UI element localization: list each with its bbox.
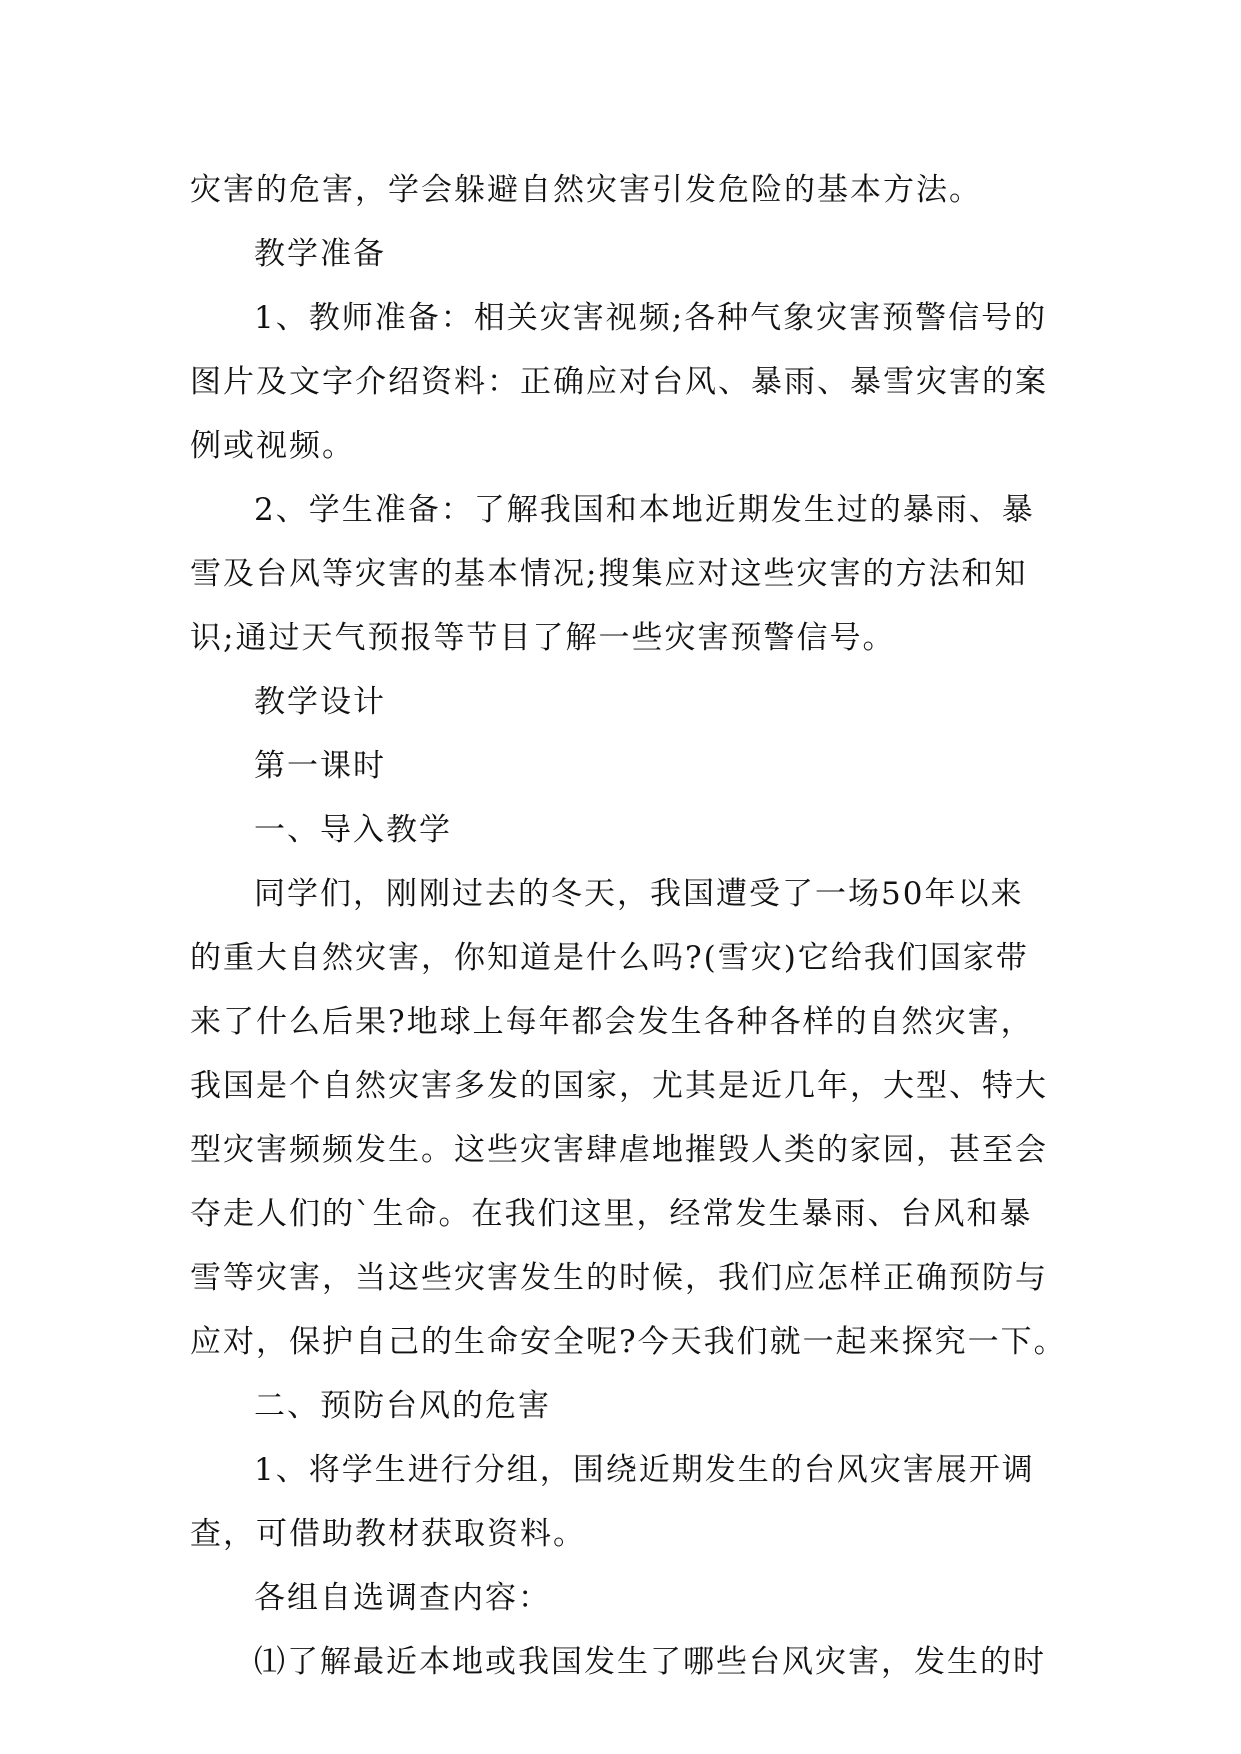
text-line: 的重大自然灾害，你知道是什么吗?(雪灾)它给我们国家带 <box>190 940 1029 976</box>
text-line: 查，可借助教材获取资料。 <box>190 1516 586 1552</box>
text-line: 雪及台风等灾害的基本情况;搜集应对这些灾害的方法和知 <box>190 556 1028 592</box>
section-heading: 第一课时 <box>254 748 386 784</box>
text-line: 图片及文字介绍资料：正确应对台风、暴雨、暴雪灾害的案 <box>190 364 1048 400</box>
text-line: 灾害的危害，学会躲避自然灾害引发危险的基本方法。 <box>190 172 982 208</box>
text-line: 识;通过天气预报等节目了解一些灾害预警信号。 <box>190 620 896 656</box>
text-line: 应对，保护自己的生命安全呢?今天我们就一起来探究一下。 <box>190 1324 1067 1360</box>
text-line: 来了什么后果?地球上每年都会发生各种各样的自然灾害， <box>190 1004 1034 1040</box>
text-line: 同学们，刚刚过去的冬天，我国遭受了一场50年以来 <box>254 876 1024 912</box>
section-heading: 教学设计 <box>254 684 386 720</box>
section-heading: 二、预防台风的危害 <box>254 1388 551 1424</box>
document-body <box>190 158 1070 1694</box>
text-line: 型灾害频频发生。这些灾害肆虐地摧毁人类的家园，甚至会 <box>190 1132 1048 1168</box>
text-line: 雪等灾害，当这些灾害发生的时候，我们应怎样正确预防与 <box>190 1260 1048 1296</box>
section-heading: 一、导入教学 <box>254 812 452 848</box>
text-line: 各组自选调查内容： <box>254 1580 551 1616</box>
text-line: 夺走人们的`生命。在我们这里，经常发生暴雨、台风和暴 <box>190 1196 1033 1232</box>
text-line: 2、学生准备：了解我国和本地近期发生过的暴雨、暴 <box>254 492 1035 528</box>
text-line: 例或视频。 <box>190 428 355 464</box>
text-line: ⑴了解最近本地或我国发生了哪些台风灾害，发生的时 <box>254 1644 1046 1680</box>
text-line: 1、教师准备：相关灾害视频;各种气象灾害预警信号的 <box>254 300 1048 336</box>
section-heading: 教学准备 <box>254 236 386 272</box>
text-line: 1、将学生进行分组，围绕近期发生的台风灾害展开调 <box>254 1452 1035 1488</box>
text-line: 我国是个自然灾害多发的国家，尤其是近几年，大型、特大 <box>190 1068 1048 1104</box>
